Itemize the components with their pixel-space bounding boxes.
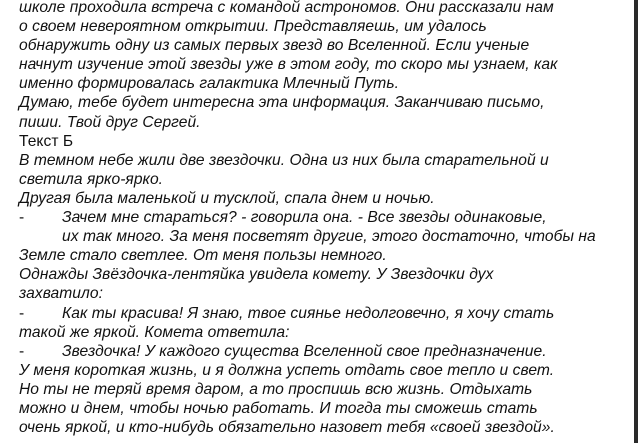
dialogue-line — [19, 208, 634, 227]
text-line: Другая была маленькой и тусклой, спала днем и ночью. — [19, 189, 435, 207]
dialogue-text: Зачем мне стараться? - говорила она. - Все звезды одинаковые, — [62, 209, 547, 227]
text-line: Однажды Звёздочка-лентяйка увидела комету. У Звездочки дух — [19, 266, 494, 284]
text-line: Земле стало светлее. От меня пользы немного. — [19, 247, 387, 265]
text-line: Но ты не теряй время даром, а то проспишь всю жизнь. Отдыхать — [19, 380, 533, 398]
right-edge-border — [634, 0, 638, 443]
text-line: именно формировалась галактика Млечный Путь. — [19, 75, 399, 93]
text-line: захватило: — [19, 285, 103, 303]
text-line: начнут изучение этой звезды уже в этом году, то скоро мы узнаем, как — [19, 56, 558, 74]
text-line: их так много. За меня посветят другие, этого достаточно, чтобы на — [62, 228, 596, 246]
text-line: о своем невероятном открытии. Представляешь, им удалось — [19, 18, 487, 36]
dialogue-dash: - — [19, 342, 25, 360]
text-line: пиши. Твой друг Сергей. — [19, 113, 201, 131]
text-line: обнаружить одну из самых первых звезд во Вселенной. Если ученые — [19, 37, 530, 55]
document-text — [19, 0, 634, 437]
text-line: Думаю, тебе будет интересна эта информация. Заканчиваю письмо, — [19, 94, 545, 112]
text-line: такой же яркой. Комета ответила: — [19, 323, 290, 341]
text-line: очень яркой, и кто-нибудь обязательно назовет тебя «своей звездой». — [19, 419, 555, 437]
text-line: У меня короткая жизнь, и я должна успеть отдать свое тепло и свет. — [19, 361, 555, 379]
dialogue-line — [19, 342, 634, 361]
dialogue-text: Как ты красива! Я знаю, твое сияньe недолговечно, я хочу стать — [62, 304, 555, 322]
section-heading: Текст Б — [19, 132, 74, 150]
dialogue-dash: - — [19, 209, 25, 227]
dialogue-text: Звездочка! У каждого существа Вселенной свое предназначение. — [62, 342, 547, 360]
text-line: В темном небе жили две звездочки. Одна из них была старательной и — [19, 151, 549, 169]
text-line: школе проходила встреча с командой астрономов. Они рассказали нам — [19, 0, 554, 16]
text-line: светила ярко-ярко. — [19, 170, 164, 188]
text-line: можно и днем, чтобы ночью работать. И тогда ты сможешь стать — [19, 399, 538, 417]
dialogue-dash: - — [19, 304, 25, 322]
dialogue-line — [19, 304, 634, 323]
